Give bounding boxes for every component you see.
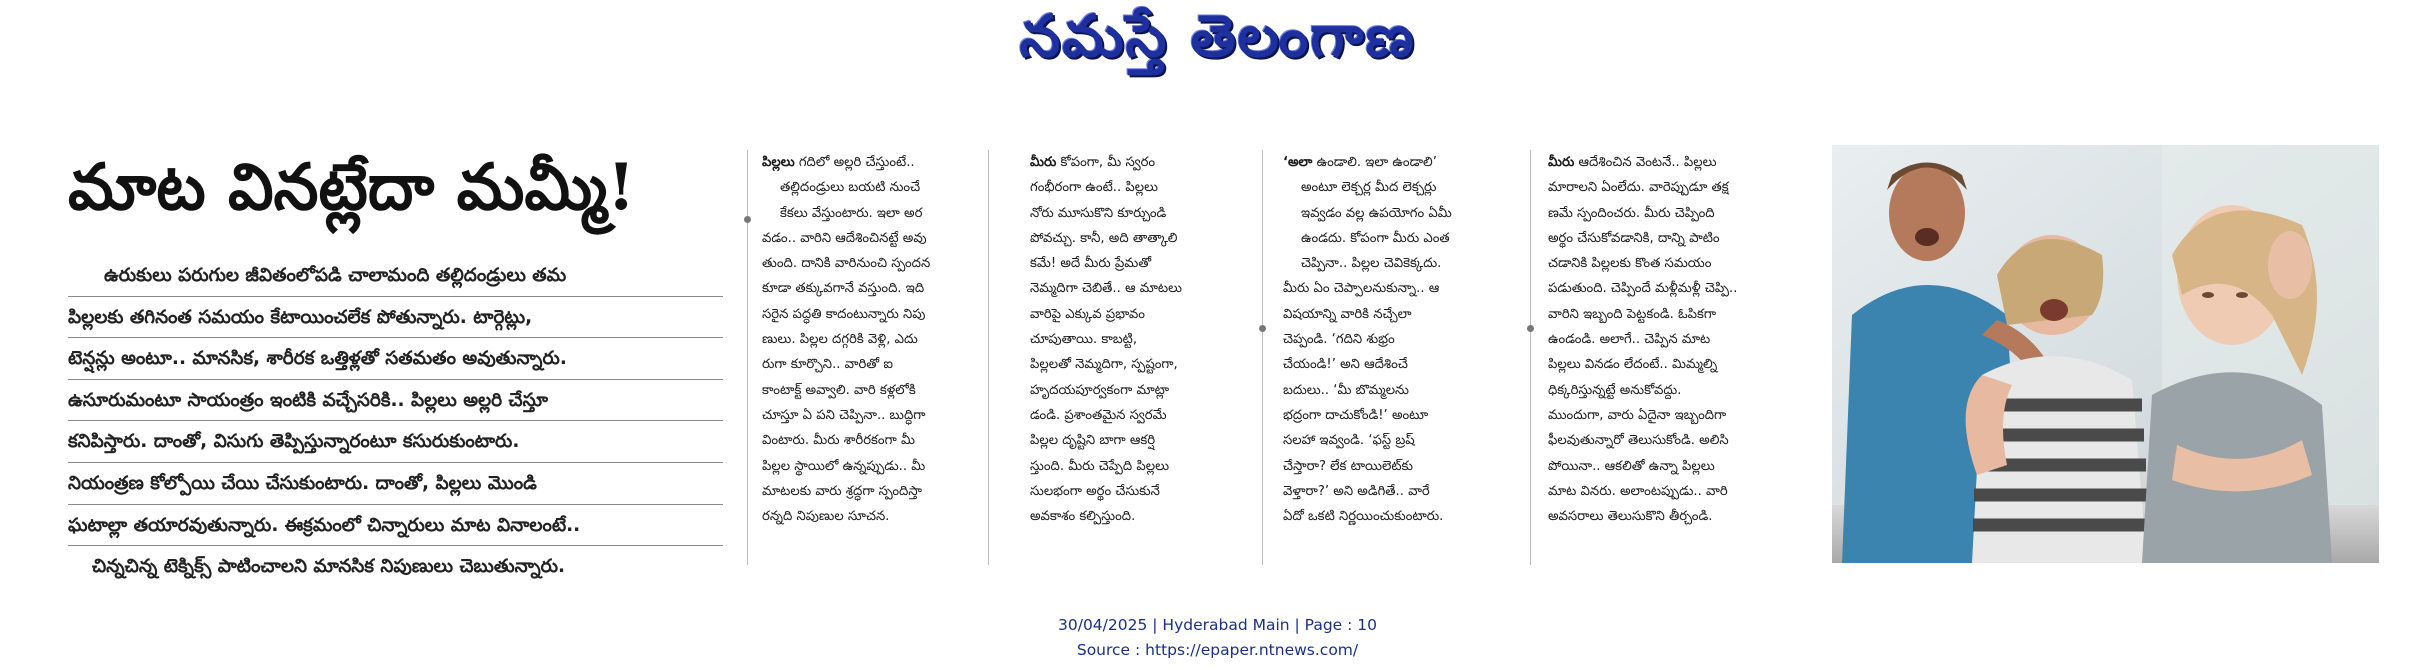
intro-line: కనిపిస్తారు. దాంతో, విసుగు తెప్పిస్తున్నారంటూ కసురుకుంటారు.	[68, 421, 723, 463]
intro-line: టెన్షన్లు అంటూ.. మానసిక, శారీరక ఒత్తిళ్లతో సతమతం అవుతున్నారు.	[68, 338, 723, 380]
intro-line: చిన్నచిన్న టెక్నిక్స్ పాటించాలని మానసిక నిపుణులు చెబుతున్నారు.	[92, 556, 566, 578]
column-line: రన్నది నిపుణుల సూచన.	[762, 509, 890, 525]
article-column-3	[1283, 150, 1501, 529]
column-line: పోయినా.. ఆకలితో ఉన్నా పిల్లలు	[1548, 458, 1715, 474]
family-illustration	[1832, 145, 2379, 563]
rule-dot	[1527, 325, 1534, 332]
column-line: స్తుంది. మీరు చెప్పేది పిల్లలు	[1030, 458, 1170, 474]
column-line: కూడా తక్కువగానే వస్తుంది. ఇది	[762, 281, 925, 297]
column-line: బదులు.. ‘మీ బొమ్మలను	[1283, 382, 1409, 398]
column-line: వారిని ఇబ్బంది పెట్టకండి. ఓపికగా	[1548, 306, 1717, 322]
column-line: వడం.. వారిని ఆదేశించినట్టే అవు	[762, 230, 927, 246]
column-line: చూపుతాయి. కాబట్టి,	[1030, 332, 1138, 348]
column-line: ఫీలవుతున్నారో తెలుసుకోండి. అలిసి	[1548, 433, 1729, 449]
article-column-4	[1548, 150, 1816, 529]
intro-line: ఘటాల్లా తయారవుతున్నారు. ఈక్రమంలో చిన్నారులు మాట వినాలంటే..	[68, 505, 723, 547]
column-line: ఇవ్వడం వల్ల ఉపయోగం ఏమీ	[1301, 205, 1452, 221]
column-line: భద్రంగా దాచుకోండి!’ అంటూ	[1283, 407, 1429, 423]
column-first-line: ఆదేశించిన వెంటనే.. పిల్లలు	[1574, 155, 1717, 170]
column-first-line: గదిలో అల్లరి చేస్తుంటే..	[794, 155, 915, 170]
column-line: ఏదో ఒకటి నిర్ణయించుకుంటారు.	[1283, 509, 1444, 525]
column-line: మీరు ఏం చెప్పాలనుకున్నా.. ఆ	[1283, 281, 1440, 297]
article-column-2	[1030, 150, 1248, 529]
column-line: ణులు. పిల్లల దగ్గరికి వెళ్లి, ఎదు	[762, 332, 918, 348]
column-line: చేస్తారా? లేక టాయిలెట్‌కు	[1283, 458, 1413, 474]
column-line: గంభీరంగా ఉంటే.. పిల్లలు	[1030, 180, 1158, 196]
rule-dot	[1259, 325, 1266, 332]
column-first-line: కోపంగా, మీ స్వరం	[1056, 155, 1156, 170]
column-first-line: ఉండాలి. ఇలా ఉండాలి’	[1312, 155, 1437, 170]
column-lead-word: మీరు	[1030, 155, 1057, 170]
column-line: పిల్లలతో నెమ్మదిగా, స్పష్టంగా,	[1030, 357, 1178, 373]
column-line: చెప్పండి. ‘గదిని శుభ్రం	[1283, 332, 1395, 348]
article-headline: మాట వినట్లేదా మమ్మీ!	[68, 150, 636, 225]
column-line: చడానికి పిల్లలకు కొంత సమయం	[1548, 256, 1712, 272]
column-line: డండి. ప్రశాంతమైన స్వరమే	[1030, 407, 1167, 423]
column-line: చూస్తూ ఏ పని చెప్పినా.. బుద్ధిగా	[762, 407, 926, 423]
column-line: పిల్లలు వినడం లేదంటే.. మిమ్మల్ని	[1548, 357, 1718, 373]
rule-dot	[744, 216, 751, 223]
column-line: అంటూ లెక్చర్ల మీద లెక్చర్లు	[1301, 180, 1437, 196]
column-line: సరైన పద్ధతి కాదంటున్నారు నిపు	[762, 306, 926, 322]
column-line: అవసరాలు తెలుసుకొని తీర్చండి.	[1548, 509, 1713, 525]
column-line: ఉండదు. కోపంగా మీరు ఎంత	[1301, 230, 1450, 246]
column-line: వెళ్తారా?’ అని అడిగితే.. వారే	[1283, 483, 1430, 499]
column-line: హృదయపూర్వకంగా మాట్లా	[1030, 382, 1170, 398]
article-photo	[1832, 145, 2379, 563]
column-line: పిల్లల స్థాయిలో ఉన్నప్పుడు.. మీ	[762, 458, 926, 474]
column-line: నెమ్మదిగా చెబితే.. ఆ మాటలు	[1030, 281, 1182, 297]
column-lead-word: ‘అలా	[1283, 155, 1313, 170]
column-line: తల్లిదండ్రులు బయటి నుంచే	[780, 180, 921, 196]
column-line: ఉండండి. అలాగే.. చెప్పిన మాట	[1548, 332, 1711, 348]
column-line: వారిపై ఎక్కువ ప్రభావం	[1030, 306, 1145, 322]
column-line: తుంది. దానికి వారినుంచి స్పందన	[762, 256, 931, 272]
column-line: అవకాశం కల్పిస్తుంది.	[1030, 509, 1136, 525]
column-line: నోరు మూసుకొని కూర్చుండి	[1030, 205, 1167, 221]
column-line: రుగా కూర్చొని.. వారితో ఐ	[762, 357, 893, 373]
intro-line: నియంత్రణ కోల్పోయి చేయి చేసుకుంటారు. దాంతో, పిల్లలు మొండి	[68, 463, 723, 505]
column-line: వింటారు. మీరు శారీరకంగా మీ	[762, 433, 915, 449]
intro-line: ఉరుకులు పరుగుల జీవితంలోపడి చాలామంది తల్లిదండ్రులు తమ	[68, 255, 723, 297]
column-line: మారాలని ఏంలేదు. వారెప్పుడూ తక్ష	[1548, 180, 1729, 196]
edition-info: 30/04/2025 | Hyderabad Main | Page : 10	[1058, 616, 1377, 634]
column-rule	[1530, 150, 1531, 565]
column-line: పిల్లల దృష్టిని బాగా ఆకర్షి	[1030, 433, 1156, 449]
column-line: మాట వినరు. అలాంటప్పుడు.. వారి	[1548, 483, 1728, 499]
column-line: సులభంగా అర్థం చేసుకునే	[1030, 483, 1160, 499]
column-lead-word: మీరు	[1548, 155, 1575, 170]
article-intro	[68, 255, 723, 588]
column-line: కేకలు వేస్తుంటారు. ఇలా అర	[780, 205, 923, 221]
column-line: ణమే స్పందించరు. మీరు చెప్పింది	[1548, 205, 1715, 221]
column-line: మాటలకు వారు శ్రద్ధగా స్పందిస్తా	[762, 483, 922, 499]
column-line: అర్థం చేసుకోవడానికి, దాన్ని పాటిం	[1548, 230, 1720, 246]
column-line: కమే! అదే మీరు ప్రేమతో	[1030, 256, 1152, 272]
column-line: కాంటాక్ట్ అవ్వాలి. వారి కళ్లలోకి	[762, 382, 916, 398]
column-rule	[1262, 150, 1263, 565]
column-line: పడుతుంది. చెప్పిందే మళ్లీమళ్లీ చెప్పి..	[1548, 281, 1738, 297]
intro-line: ఉసూరుమంటూ సాయంత్రం ఇంటికి వచ్చేసరికి.. పిల్లలు అల్లరి చేస్తూ	[68, 380, 723, 422]
column-line: చేయండి!’ అని ఆదేశించే	[1283, 357, 1408, 373]
article-column-1	[762, 150, 980, 529]
column-line: చెప్పినా.. పిల్లల చెవికెక్కదు.	[1301, 256, 1442, 272]
source-link[interactable]: Source : https://epaper.ntnews.com/	[1076, 641, 1359, 659]
column-line: ధిక్కరిస్తున్నట్టే అనుకోవద్దు.	[1548, 382, 1682, 398]
column-line: ముందుగా, వారు ఏదైనా ఇబ్బందిగా	[1548, 407, 1727, 423]
masthead-logo: నమస్తే తెలంగాణ	[1019, 2, 1416, 70]
column-line: విషయాన్ని వారికి నచ్చేలా	[1283, 306, 1412, 322]
column-line: పోవచ్చు. కానీ, అది తాత్కాలి	[1030, 230, 1178, 246]
intro-line: పిల్లలకు తగినంత సమయం కేటాయించలేక పోతున్నారు. టార్గెట్లు,	[68, 297, 723, 339]
column-rule	[747, 150, 748, 565]
column-rule	[988, 150, 989, 565]
column-lead-word: పిల్లలు	[762, 155, 795, 170]
column-line: సలహా ఇవ్వండి. ‘ఫస్ట్ బ్రష్	[1283, 433, 1415, 449]
